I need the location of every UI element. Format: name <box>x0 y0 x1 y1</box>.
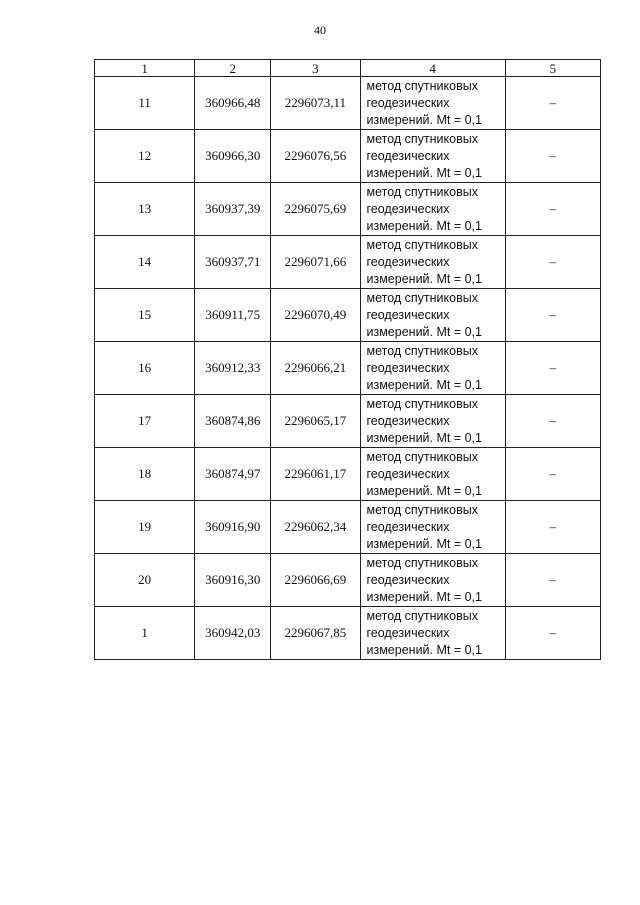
y-coordinate-cell: 2296075,69 <box>271 183 360 236</box>
method-cell <box>360 183 505 236</box>
method-text-line: измерений. Mt = 0,1 <box>366 218 482 233</box>
method-text-line: геодезических <box>366 95 450 110</box>
method-text-line: геодезических <box>366 572 450 587</box>
method-cell <box>360 289 505 342</box>
point-number-cell: 19 <box>95 501 195 554</box>
point-number-cell: 13 <box>95 183 195 236</box>
page-number: 40 <box>314 23 326 37</box>
x-coordinate-cell: 360911,75 <box>195 289 271 342</box>
description-cell: – <box>505 236 600 289</box>
point-number-cell: 20 <box>95 554 195 607</box>
table-row <box>95 236 601 289</box>
y-coordinate-cell: 2296073,11 <box>271 77 360 130</box>
method-cell <box>360 448 505 501</box>
method-text-line: измерений. Mt = 0,1 <box>366 430 482 445</box>
point-number-cell: 14 <box>95 236 195 289</box>
method-text-line: геодезических <box>366 413 450 428</box>
header-col-5: 5 <box>505 60 600 77</box>
description-cell: – <box>505 130 600 183</box>
method-cell <box>360 130 505 183</box>
method-cell <box>360 236 505 289</box>
description-cell: – <box>505 607 600 660</box>
method-text-line: метод спутниковых <box>366 78 478 93</box>
table-row <box>95 554 601 607</box>
x-coordinate-cell: 360966,30 <box>195 130 271 183</box>
method-text-line: измерений. Mt = 0,1 <box>366 112 482 127</box>
point-number-cell: 15 <box>95 289 195 342</box>
description-cell: – <box>505 289 600 342</box>
table-row <box>95 342 601 395</box>
method-text-line: метод спутниковых <box>366 396 478 411</box>
method-cell <box>360 554 505 607</box>
y-coordinate-cell: 2296076,56 <box>271 130 360 183</box>
table-row <box>95 448 601 501</box>
y-coordinate-cell: 2296062,34 <box>271 501 360 554</box>
description-cell: – <box>505 395 600 448</box>
header-col-3: 3 <box>271 60 360 77</box>
method-text-line: измерений. Mt = 0,1 <box>366 589 482 604</box>
method-text-line: геодезических <box>366 254 450 269</box>
y-coordinate-cell: 2296071,66 <box>271 236 360 289</box>
header-col-2: 2 <box>195 60 271 77</box>
table-header-row <box>95 60 601 77</box>
method-text-line: метод спутниковых <box>366 290 478 305</box>
point-number-cell: 1 <box>95 607 195 660</box>
table-row <box>95 395 601 448</box>
table-row <box>95 130 601 183</box>
method-text-line: метод спутниковых <box>366 555 478 570</box>
x-coordinate-cell: 360942,03 <box>195 607 271 660</box>
table-row <box>95 183 601 236</box>
method-text-line: метод спутниковых <box>366 237 478 252</box>
method-text-line: геодезических <box>366 307 450 322</box>
method-text-line: метод спутниковых <box>366 343 478 358</box>
table-row <box>95 607 601 660</box>
method-text-line: измерений. Mt = 0,1 <box>366 377 482 392</box>
method-text-line: геодезических <box>366 625 450 640</box>
table-row <box>95 77 601 130</box>
x-coordinate-cell: 360937,39 <box>195 183 271 236</box>
point-number-cell: 12 <box>95 130 195 183</box>
method-text-line: измерений. Mt = 0,1 <box>366 483 482 498</box>
method-text-line: геодезических <box>366 360 450 375</box>
table-row <box>95 501 601 554</box>
x-coordinate-cell: 360874,86 <box>195 395 271 448</box>
method-text-line: измерений. Mt = 0,1 <box>366 165 482 180</box>
method-text-line: геодезических <box>366 201 450 216</box>
description-cell: – <box>505 342 600 395</box>
point-number-cell: 18 <box>95 448 195 501</box>
point-number-cell: 16 <box>95 342 195 395</box>
coordinates-table <box>94 59 601 660</box>
header-col-4: 4 <box>360 60 505 77</box>
x-coordinate-cell: 360874,97 <box>195 448 271 501</box>
description-cell: – <box>505 448 600 501</box>
method-cell <box>360 607 505 660</box>
method-text-line: измерений. Mt = 0,1 <box>366 271 482 286</box>
table-row <box>95 289 601 342</box>
x-coordinate-cell: 360937,71 <box>195 236 271 289</box>
method-text-line: геодезических <box>366 519 450 534</box>
x-coordinate-cell: 360916,30 <box>195 554 271 607</box>
method-cell <box>360 395 505 448</box>
method-text-line: геодезических <box>366 148 450 163</box>
y-coordinate-cell: 2296061,17 <box>271 448 360 501</box>
y-coordinate-cell: 2296066,21 <box>271 342 360 395</box>
method-cell <box>360 77 505 130</box>
method-text-line: метод спутниковых <box>366 449 478 464</box>
table-body <box>95 77 601 660</box>
x-coordinate-cell: 360966,48 <box>195 77 271 130</box>
y-coordinate-cell: 2296070,49 <box>271 289 360 342</box>
description-cell: – <box>505 77 600 130</box>
x-coordinate-cell: 360916,90 <box>195 501 271 554</box>
method-text-line: геодезических <box>366 466 450 481</box>
method-text-line: измерений. Mt = 0,1 <box>366 536 482 551</box>
method-text-line: измерений. Mt = 0,1 <box>366 324 482 339</box>
method-text-line: метод спутниковых <box>366 184 478 199</box>
y-coordinate-cell: 2296065,17 <box>271 395 360 448</box>
description-cell: – <box>505 501 600 554</box>
method-text-line: измерений. Mt = 0,1 <box>366 642 482 657</box>
x-coordinate-cell: 360912,33 <box>195 342 271 395</box>
method-text-line: метод спутниковых <box>366 502 478 517</box>
header-col-1: 1 <box>95 60 195 77</box>
method-cell <box>360 501 505 554</box>
point-number-cell: 17 <box>95 395 195 448</box>
y-coordinate-cell: 2296066,69 <box>271 554 360 607</box>
method-text-line: метод спутниковых <box>366 608 478 623</box>
method-cell <box>360 342 505 395</box>
description-cell: – <box>505 183 600 236</box>
y-coordinate-cell: 2296067,85 <box>271 607 360 660</box>
point-number-cell: 11 <box>95 77 195 130</box>
method-text-line: метод спутниковых <box>366 131 478 146</box>
description-cell: – <box>505 554 600 607</box>
